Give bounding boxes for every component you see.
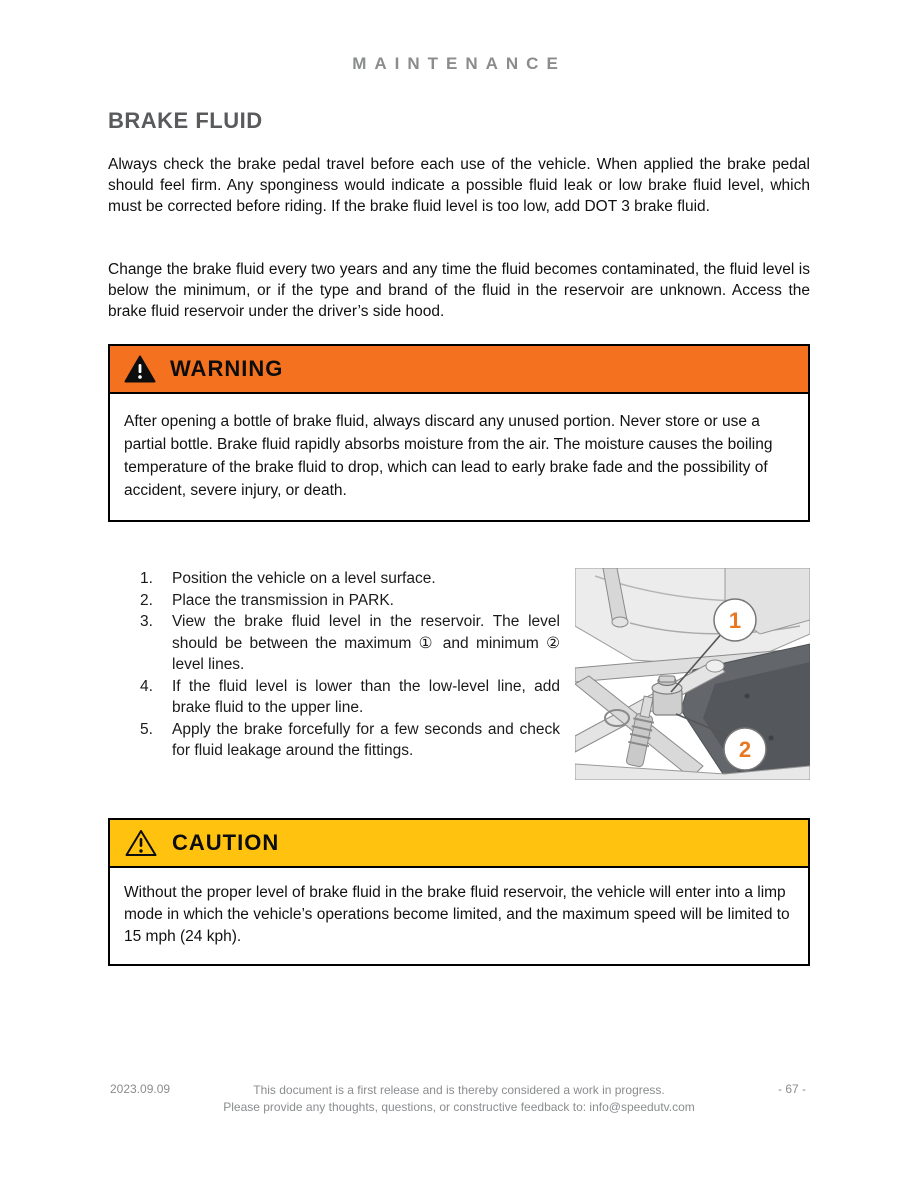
- warning-triangle-filled-icon: [124, 355, 156, 383]
- step-text: Place the transmission in PARK.: [172, 591, 394, 609]
- callout-1: [714, 599, 756, 641]
- caution-triangle-outline-icon: [124, 828, 158, 858]
- callout-1-label: 1: [728, 608, 742, 633]
- callout-2: [724, 728, 766, 770]
- warning-title: WARNING: [170, 356, 284, 381]
- step-number: 4.: [140, 677, 153, 695]
- step-text: Apply the brake forcefully for a few seconds and check for fluid leakage around the fittings.: [172, 720, 560, 759]
- step-number: 5.: [140, 720, 153, 738]
- footer-date: 2023.09.09: [110, 1082, 171, 1096]
- warning-box: [108, 344, 810, 522]
- list-item: [140, 611, 560, 676]
- footer-note-line1: This document is a first release and is thereby considered a work in progress.: [253, 1083, 665, 1097]
- procedure-steps: [140, 568, 560, 762]
- footer-note-line2: Please provide any thoughts, questions, or constructive feedback to: info@speedutv.com: [223, 1100, 695, 1114]
- step-text: If the fluid level is lower than the low-level line, add brake fluid to the upper line.: [172, 677, 560, 716]
- list-item: [140, 590, 560, 612]
- callout-2-label: 2: [738, 737, 752, 762]
- page-title: BRAKE FLUID: [108, 108, 263, 133]
- list-item: [140, 568, 560, 590]
- caution-box: [108, 818, 810, 966]
- running-header: MAINTENANCE: [352, 54, 566, 73]
- reservoir-figure: [575, 568, 810, 780]
- caution-body-text: Without the proper level of brake fluid in the brake fluid reservoir, the vehicle will enter into a limp mode in which the vehicle’s operations become limited, and the maximum speed will be limited to 15 mph (24 kph).: [124, 884, 790, 945]
- warning-header: [110, 346, 808, 394]
- footer-page-number: - 67 -: [777, 1082, 806, 1096]
- step-number: 2.: [140, 591, 153, 609]
- list-item: [140, 719, 560, 762]
- step-text: Position the vehicle on a level surface.: [172, 570, 436, 587]
- change-interval-paragraph: Change the brake fluid every two years and any time the fluid becomes contaminated, the fluid level is below the minimum, or if the type and brand of the fluid in the reservoir are unknown. Access the brake fluid reservoir under the driver’s side hood.: [108, 260, 810, 320]
- intro-paragraph: Always check the brake pedal travel before each use of the vehicle. When applied the brake pedal should feel firm. Any sponginess would indicate a possible fluid leak or low brake fluid level, which must be corrected before riding. If the brake fluid level is too low, add DOT 3 brake fluid.: [108, 155, 810, 215]
- list-item: [140, 676, 560, 719]
- warning-body-text: After opening a bottle of brake fluid, always discard any unused portion. Never store or use a partial bottle. Brake fluid rapidly absorbs moisture from the air. The moisture causes the boiling temperature of the brake fluid to drop, which can lead to early brake fade and the possibility of accident, severe injury, or death.: [124, 413, 773, 499]
- step-number: 3.: [140, 613, 153, 630]
- step-number: 1.: [140, 570, 153, 587]
- caution-header: [110, 820, 808, 868]
- caution-title: CAUTION: [172, 830, 280, 855]
- step-text: View the brake fluid level in the reservoir. The level should be between the maximum ① and minimum ② level lines.: [172, 613, 560, 673]
